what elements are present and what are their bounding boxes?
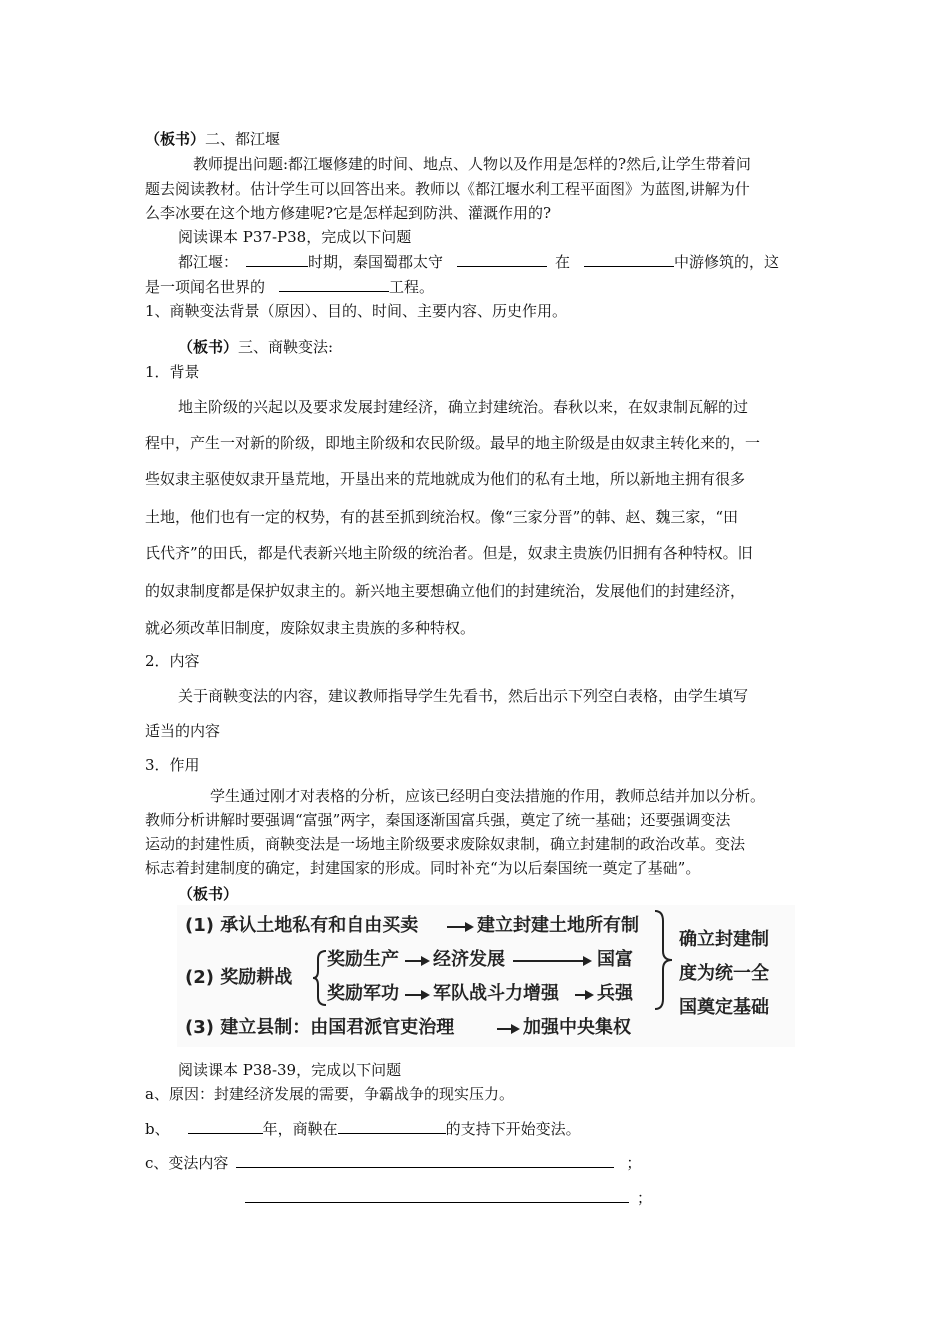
- diagram-result-3: 加强中央集权: [523, 1017, 631, 1038]
- question-a: a、原因：封建经济发展的需要，争霸战争的现实压力。: [145, 1085, 514, 1103]
- paragraph-line: 土地，他们也有一定的权势，有的甚至抓到统治权。像“三家分晋”的韩、赵、魏三家，“田: [145, 508, 739, 526]
- subheading-background: 1．背景: [145, 363, 200, 381]
- section-title: 二、都江堰: [205, 130, 281, 148]
- diagram-sub-result: 国富: [597, 949, 633, 970]
- paragraph-line: 运动的封建性质，商鞅变法是一场地主阶级要求废除奴隶制，确立封建制的政治改革。变法: [145, 835, 746, 853]
- punctuation: ；: [626, 1154, 642, 1172]
- diagram-result-1: 建立封建土地所有制: [477, 915, 639, 936]
- section-title: 三、商鞅变法:: [238, 338, 334, 356]
- arrow-icon: [421, 990, 430, 1000]
- punctuation: ；: [637, 1189, 653, 1207]
- board-label: [178, 884, 238, 904]
- subheading-effect: 3．作用: [145, 756, 200, 774]
- question-b: [145, 1119, 581, 1139]
- paragraph-line: 标志着封建制度的确定，封建国家的形成。同时补充“为以后秦国统一奠定了基础”。: [145, 859, 701, 877]
- diagram-summary: 确立封建制: [679, 929, 769, 950]
- arrow-icon: [583, 956, 592, 966]
- answer-blank[interactable]: [279, 277, 389, 292]
- paragraph-line: 程中，产生一对新的阶级，即地主阶级和农民阶级。最早的地主阶级是由奴隶主转化来的，一: [145, 434, 761, 452]
- answer-blank[interactable]: [457, 252, 547, 267]
- board-label: （板书）: [178, 338, 239, 356]
- board-label-text: （板书）: [178, 885, 239, 903]
- subheading-content: 2．内容: [145, 652, 200, 670]
- paragraph-line: 的奴隶制度都是保护奴隶主的。新兴地主要想确立他们的封建统治，发展他们的封建经济，: [145, 582, 746, 600]
- fill-in-question: [145, 277, 434, 297]
- paragraph-line: 学生通过刚才对表格的分析，应该已经明白变法措施的作用，教师总结并加以分析。: [210, 787, 766, 805]
- paragraph-line: 氏代齐”的田氏，都是代表新兴地主阶级的统治者。但是，奴隶主贵族仍旧拥有各种特权。旧: [145, 544, 753, 562]
- section-heading-dujiangyan: [145, 129, 280, 149]
- paragraph-line: 地主阶级的兴起以及要求发展封建经济，确立封建统治。春秋以来，在奴隶制瓦解的过: [178, 398, 749, 416]
- answer-blank[interactable]: [338, 1119, 446, 1134]
- arrow-icon: [421, 956, 430, 966]
- answer-blank[interactable]: [236, 1153, 614, 1168]
- arrow-icon: [513, 960, 585, 962]
- fill-text: 在: [555, 253, 571, 271]
- question-text: b、: [145, 1120, 170, 1138]
- paragraph-line: 么李冰要在这个地方修建呢?它是怎样起到防洪、灌溉作用的?: [145, 204, 552, 222]
- fill-text: 工程。: [389, 278, 435, 296]
- diagram-item-3: (3) 建立县制：由国君派官吏治理: [185, 1017, 455, 1038]
- diagram-summary: 度为统一全: [679, 963, 769, 984]
- diagram-sub-item: 经济发展: [433, 949, 505, 970]
- reading-instruction: 阅读课本 P37-P38，完成以下问题: [178, 228, 412, 246]
- paragraph-line: 教师提出问题:都江堰修建的时间、地点、人物以及作用是怎样的?然后,让学生带着问: [193, 155, 751, 173]
- question-text: c、变法内容: [145, 1154, 229, 1172]
- diagram-sub-item: 奖励军功: [327, 983, 399, 1004]
- question-1: 1、商鞅变法背景（原因）、目的、时间、主要内容、历史作用。: [145, 302, 568, 320]
- paragraph-line: 题去阅读教材。估计学生可以回答出来。教师以《都江堰水利工程平面图》为蓝图,讲解为什: [145, 180, 750, 198]
- fill-text: 中游修筑的，这: [674, 253, 780, 271]
- answer-blank[interactable]: [188, 1119, 263, 1134]
- diagram-item-2: (2) 奖励耕战: [185, 967, 293, 988]
- brace-icon: [312, 949, 328, 1007]
- fill-text: 都江堰：: [178, 253, 239, 271]
- arrow-icon: [465, 922, 474, 932]
- paragraph-line: 关于商鞅变法的内容，建议教师指导学生先看书，然后出示下列空白表格，由学生填写: [178, 687, 749, 705]
- question-c: [145, 1153, 641, 1173]
- question-c-line2: [245, 1188, 652, 1208]
- arrow-icon: [511, 1024, 520, 1034]
- brace-icon: [653, 909, 675, 1011]
- fill-text: 时期，秦国蜀郡太守: [308, 253, 444, 271]
- question-text: 年，商鞅在: [262, 1120, 338, 1138]
- fill-text: 是一项闻名世界的: [145, 278, 266, 296]
- diagram-sub-item: 军队战斗力增强: [433, 983, 559, 1004]
- paragraph-line: 教师分析讲解时要强调“富强”两字，秦国逐渐国富兵强，奠定了统一基础；还要强调变法: [145, 811, 731, 829]
- answer-blank[interactable]: [246, 252, 308, 267]
- answer-blank[interactable]: [245, 1188, 629, 1203]
- paragraph-line: 适当的内容: [145, 722, 221, 740]
- fill-in-question: [178, 252, 779, 272]
- arrow-icon: [447, 926, 467, 928]
- diagram-sub-result: 兵强: [597, 983, 633, 1004]
- paragraph-line: 就必须改革旧制度，废除奴隶主贵族的多种特权。: [145, 619, 476, 637]
- arrow-icon: [585, 990, 594, 1000]
- diagram-summary: 国奠定基础: [679, 997, 769, 1018]
- board-diagram: [177, 905, 795, 1047]
- paragraph-line: 些奴隶主驱使奴隶开垦荒地，开垦出来的荒地就成为他们的私有土地，所以新地主拥有很多: [145, 470, 746, 488]
- board-label: （板书）: [145, 130, 206, 148]
- diagram-sub-item: 奖励生产: [327, 949, 399, 970]
- section-heading-shangyang: [178, 337, 333, 357]
- question-text: 的支持下开始变法。: [445, 1120, 581, 1138]
- reading-instruction: 阅读课本 P38-39，完成以下问题: [178, 1061, 402, 1079]
- answer-blank[interactable]: [584, 252, 674, 267]
- diagram-item-1: (1) 承认土地私有和自由买卖: [185, 915, 419, 936]
